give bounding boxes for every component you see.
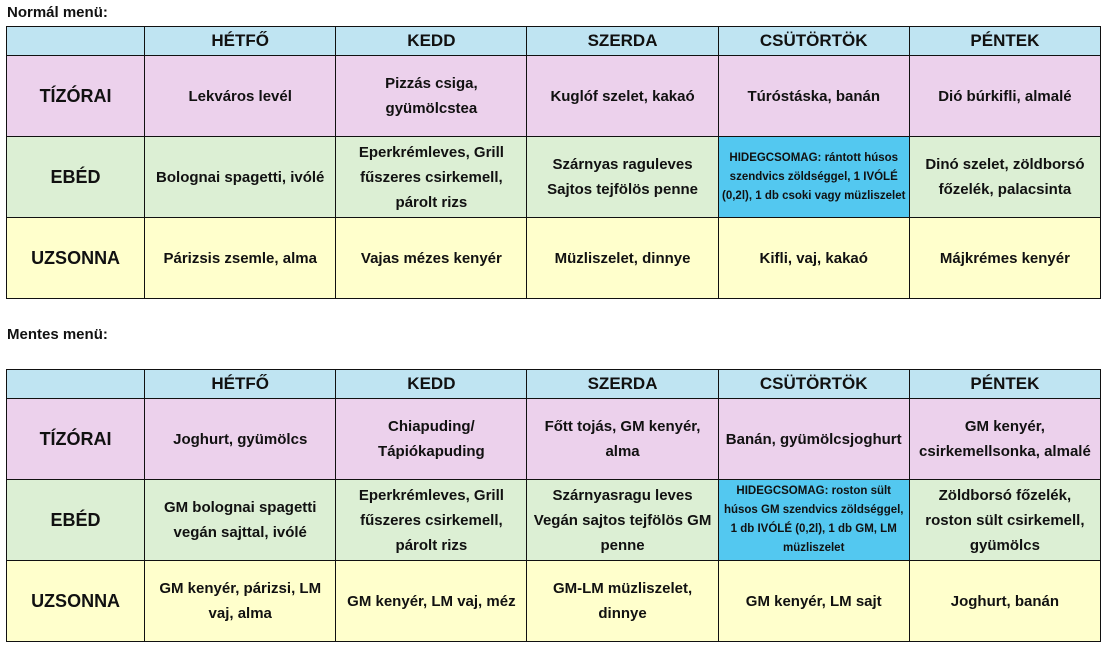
menu-cell: Párizsis zsemle, alma xyxy=(145,218,336,299)
menu-cell: Chiapuding/ Tápiókapuding xyxy=(336,399,527,480)
day-header-thursday: CSÜTÖRTÖK xyxy=(718,370,909,399)
menu-cell: Kifli, vaj, kakaó xyxy=(718,218,909,299)
menu-cell: Bolognai spagetti, ivólé xyxy=(145,137,336,218)
meal-label-uzsonna: UZSONNA xyxy=(7,561,145,642)
menu-cell: Szárnyasragu leves Vegán sajtos tejfölös GM penne xyxy=(527,480,718,561)
menu-cell: Túróstáska, banán xyxy=(718,56,909,137)
corner-cell xyxy=(7,370,145,399)
menu-cell: Eperkrémleves, Grill fűszeres csirkemell, párolt rizs xyxy=(336,480,527,561)
day-header-friday: PÉNTEK xyxy=(909,370,1100,399)
menu-cell: GM kenyér, LM sajt xyxy=(718,561,909,642)
section-title-mentes-menu: Mentes menü: xyxy=(7,326,108,343)
menu-cell: Májkrémes kenyér xyxy=(909,218,1100,299)
menu-cell: Szárnyas raguleves Sajtos tejfölös penne xyxy=(527,137,718,218)
hidegcsomag-cell: HIDEGCSOMAG: roston sült húsos GM szendvics zöldséggel, 1 db IVÓLÉ (0,2l), 1 db GM, LM müzliszelet xyxy=(718,480,909,561)
day-header-wednesday: SZERDA xyxy=(527,370,718,399)
meal-row-uzsonna xyxy=(7,561,1101,642)
header-row xyxy=(7,27,1101,56)
day-header-wednesday: SZERDA xyxy=(527,27,718,56)
day-header-monday: HÉTFŐ xyxy=(145,370,336,399)
menu-cell: Lekváros levél xyxy=(145,56,336,137)
menu-cell: Müzliszelet, dinnye xyxy=(527,218,718,299)
day-header-friday: PÉNTEK xyxy=(909,27,1100,56)
menu-cell: GM kenyér, LM vaj, méz xyxy=(336,561,527,642)
meal-row-ebed xyxy=(7,480,1101,561)
menu-cell: Vajas mézes kenyér xyxy=(336,218,527,299)
hidegcsomag-cell: HIDEGCSOMAG: rántott húsos szendvics zöldséggel, 1 IVÓLÉ (0,2l), 1 db csoki vagy müzliszelet xyxy=(718,137,909,218)
header-row xyxy=(7,370,1101,399)
menu-cell: Banán, gyümölcsjoghurt xyxy=(718,399,909,480)
meal-row-tizorai xyxy=(7,399,1101,480)
meal-label-ebed: EBÉD xyxy=(7,480,145,561)
day-header-monday: HÉTFŐ xyxy=(145,27,336,56)
normal-menu-table xyxy=(6,26,1101,299)
meal-row-uzsonna xyxy=(7,218,1101,299)
menu-cell: Joghurt, banán xyxy=(909,561,1100,642)
section-title-normal-menu: Normál menü: xyxy=(7,4,108,21)
menu-cell: Kuglóf szelet, kakaó xyxy=(527,56,718,137)
meal-row-ebed xyxy=(7,137,1101,218)
menu-cell: Dinó szelet, zöldborsó főzelék, palacsinta xyxy=(909,137,1100,218)
menu-cell: Eperkrémleves, Grill fűszeres csirkemell, párolt rizs xyxy=(336,137,527,218)
menu-cell: GM kenyér, párizsi, LM vaj, alma xyxy=(145,561,336,642)
meal-label-tizorai: TÍZÓRAI xyxy=(7,56,145,137)
menu-cell: Zöldborsó főzelék, roston sült csirkemell, gyümölcs xyxy=(909,480,1100,561)
menu-cell: GM kenyér, csirkemellsonka, almalé xyxy=(909,399,1100,480)
menu-cell: Dió búrkifli, almalé xyxy=(909,56,1100,137)
meal-row-tizorai xyxy=(7,56,1101,137)
day-header-tuesday: KEDD xyxy=(336,27,527,56)
meal-label-ebed: EBÉD xyxy=(7,137,145,218)
menu-cell: GM bolognai spagetti vegán sajttal, ivólé xyxy=(145,480,336,561)
menu-cell: Pizzás csiga, gyümölcstea xyxy=(336,56,527,137)
meal-label-tizorai: TÍZÓRAI xyxy=(7,399,145,480)
corner-cell xyxy=(7,27,145,56)
menu-cell: GM-LM müzliszelet, dinnye xyxy=(527,561,718,642)
day-header-tuesday: KEDD xyxy=(336,370,527,399)
mentes-menu-table xyxy=(6,369,1101,642)
menu-cell: Joghurt, gyümölcs xyxy=(145,399,336,480)
menu-cell: Főtt tojás, GM kenyér, alma xyxy=(527,399,718,480)
meal-label-uzsonna: UZSONNA xyxy=(7,218,145,299)
day-header-thursday: CSÜTÖRTÖK xyxy=(718,27,909,56)
